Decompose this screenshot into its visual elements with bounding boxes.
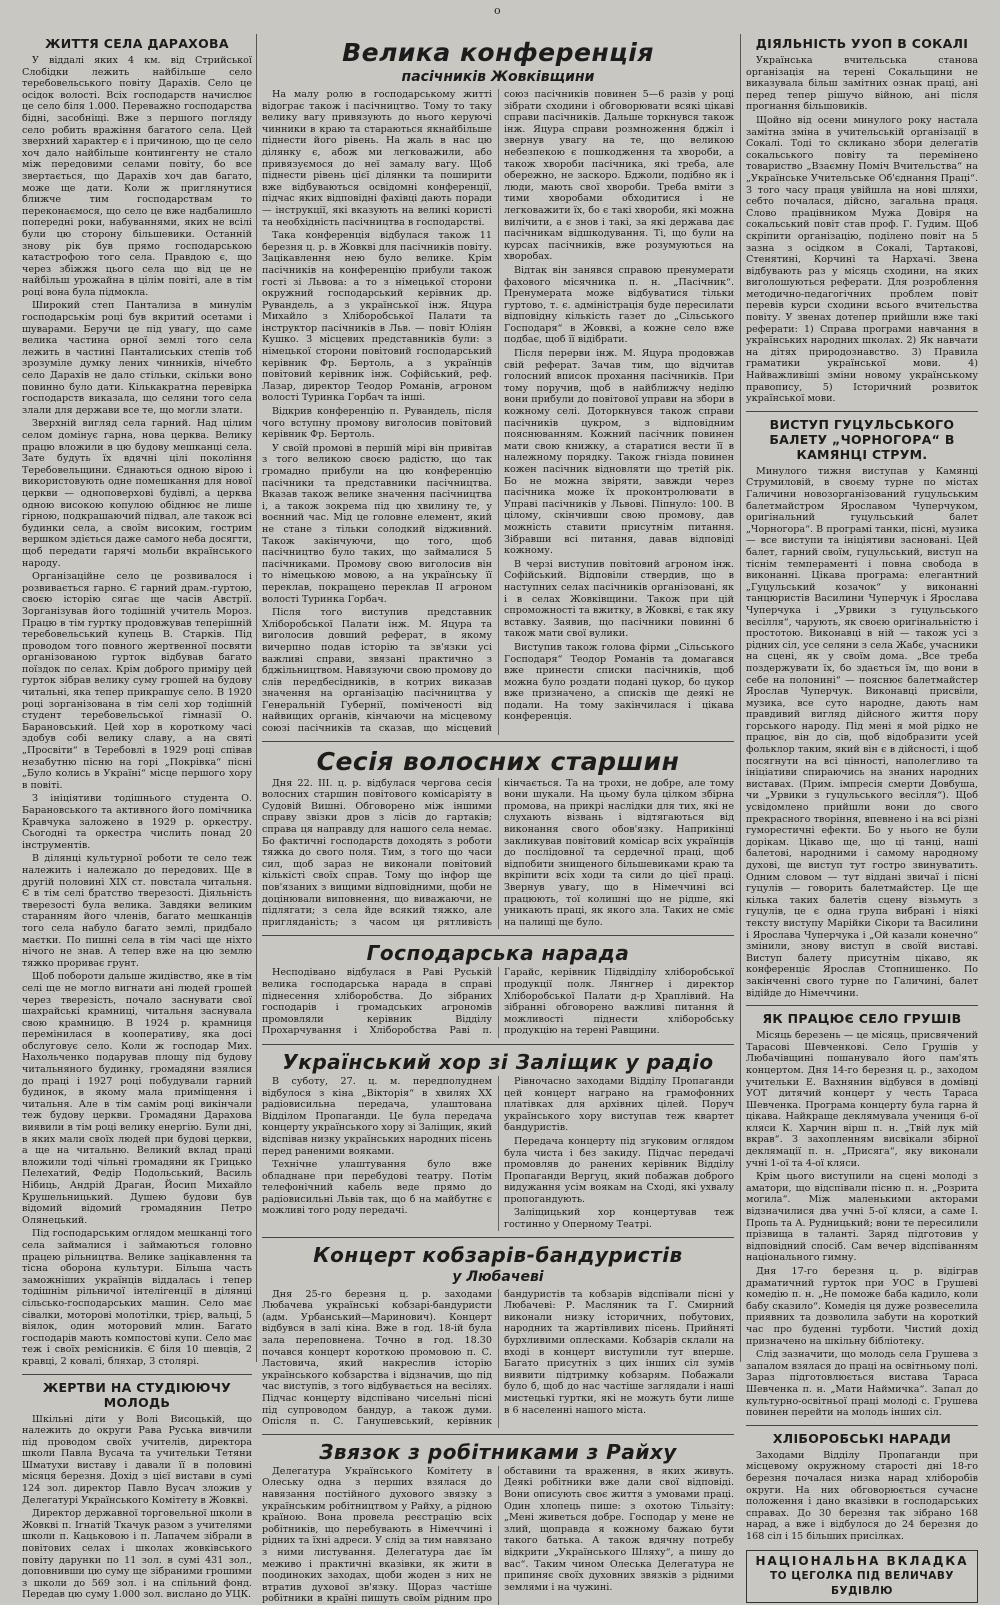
right-column	[746, 34, 978, 1598]
article-title: ЯК ПРАЦЮЄ СЕЛО ГРУШІВ	[762, 1011, 962, 1027]
divider	[746, 411, 978, 412]
divider	[746, 1425, 978, 1426]
paragraph: Під господарським оглядом мешканці того села займалися і займаються головно працею рільництва. Велике зацікавлення та тісна оборона культури. Більша часть заможніших українців віддалась і тепер тодішнім рільничої інтелігенції в ділянці сільсько-господарських машин. Село має сівалки, моторові молотілки, трієр, вальці, 5 віялок, один моторовий млин. Багато господарів мають компостові купи. Село має теж і своїх ремісників. Є біля 10 шевців, 2 кравці, 2 ковалі, бляхар, 3 столярі.	[22, 1228, 252, 1367]
paragraph: Українська вчительська станова організація на терені Сокальщини не виказувала більш замітних ознак праці, ані перед тепер рішучо війною, ані після прогнання більшовиків.	[746, 55, 978, 113]
paragraph: Делегатура Українського Комітету в Олеську одна з перших взялася до навязання постійного духового звязку з українським робітництвом у Райху, а рідною країною. Вона провела реєстрацію всіх робітників, що перебувають в Німеччині і рідних та їхні адреси. У слід за тим навязано з ними листування. Делегатура дає їм меживо і практичні вказівки, як жити в поодиноких заходах, щоби жоден з них не втратив духової зв'язку. Щораз частіше робітники в країні пишуть своїм рідним про обставини та враження, в яких живуть. Деякі робітники вже дали свої відповіді. Вони описують своє життя з умовами праці. Один хлопець пише: з охотою Тільзіту: „Мені живеться добре. Господар у мене не злий, щоправда я кожному бажаю бути такого батька. А також вдячну потребу відкрити „Українського Шляху“, а пишу до вас“. Таким чином Олеська Делегатура не припиняє своїх духовних звязків з рідними землями і на чужині.	[262, 1465, 734, 1605]
paragraph: Виступив також голова фірми „Сільського Господаря“ Теодор Романів та домагався вже принести списки пасічників, щоб можна було роздати подані цукор, бо цукор вже призначено, а списків ще деякі не подали. На тому закінчилася і цікава конференція.	[504, 641, 734, 723]
national-contribution-banner	[746, 1550, 978, 1603]
article-farmers-meetings	[746, 1431, 978, 1543]
article-darakhiv	[22, 36, 252, 1368]
article-kobzars-concert	[262, 1243, 734, 1428]
article-title: Концерт кобзарів-бандуристів	[313, 1242, 683, 1267]
article-body	[262, 778, 734, 930]
paragraph: Щойно від осени минулого року настала замітна зміна в учительській організації в Сокалі. Тоді то скликано збори делегатів сокальського повіту та перемінено товариство „Взаємну Поміч Вчительства“ на „Українське Учительське Об'єднання Праці“. З того часу праця увійшла на нові шляхи, себто почалася, дійсно, загальна праця. Слово працівником Мужа Довіря на сокальський повіт став проф. Г. Гудим. Щоб скріпити організацію, поділено повіт на 5 зазна з осідком в Сокалі, Тартакові, Стенятині, Корчині та Нархачі. Звена відбувають раз у місяць сходини, на яких виголошуються реферати. Для розроблення методично-педагогічних проблем повіт перевів курси сходини всього вчительства повіту. У звенах дотепер прийшли вже такі реферати: 1) Справа програми навчання в українських народних школах. 2) Як навчати на дітях природознавство. 3) Правила граматики української мови. 4) Найважливіші зміни новому українському правопису, 5) Історичний розвиток української мови.	[746, 114, 978, 405]
article-body	[262, 1289, 734, 1428]
paragraph: Заходами Відділу Пропаганди при місцевому окружному старості дні 18-го березня почалася низка нарад хліборобів округи. На них обговорюється сучасне положення і дано вказівки в господарських справах. До 30 березня так зібрано 168 нарад, а вже і відбулося до 24 березня до 168 сіл і 15 більших присілках.	[746, 1449, 978, 1542]
article-title: Господарська нарада	[366, 941, 630, 966]
paragraph: Відкрив конференцію п. Рувандель, після чого вступну промову виголосив повітовий керівник Фр. Бертоль.	[262, 406, 492, 441]
article-choir-radio	[262, 1050, 734, 1231]
article-body	[262, 967, 734, 1038]
divider	[262, 935, 734, 936]
paragraph: Шкільні діти у Волі Висоцькій, що належить до округи Рава Руська вивчили під проводом своїх учителів, директора школи Павла Вусача та учительки Тетяни Шматухи виставу і давали її в половині місяця березня. Дохід з цієї вистави в сумі 124 зол. директор Павло Вусач зложив у Делегатурі Українського Комітету в Жовкві.	[22, 1413, 252, 1506]
article-body	[262, 89, 734, 735]
paragraph: Дня 22. ІІІ. ц. р. відбулася чергова сесія волосних старшин повітового комісаріяту в Судовій Вишні. Обговорено між іншими справу звізки дров з лісів до гартаків; справа ця направду для нашого села немає. Бо фактичні господарств доходять з роботи тяжка до свого поля. Тим, з того що часи сил, щоб зараз не виконали повітовий кількісті своїх справ. Тому що інфор ще пов'язаних з вищими відповідними, щоби не доцінювали виповнення, що виважаючи, не підлягати; з села йде всякий тяжко, але пригляданість; з часом ця рятливість кінчається. Та на трохи, не добре, але тому вони шукали. На цьому була цілком збірна промова, на прикрі наслідки для тих, які не слухають візвань і відтягаються від виконання свого обов'язку. Наприкінці закликував повітовий комісар всіх українців до послідовної та сердечної праці, щоб відпобити знищеного більшевиками краю та вкріпити всіх ходи та сили до цієї праці. Звернув увагу, що в Німеччині всі працюють, тої колишні що не рідше, які уникають праці, як якого зла. Таких не сміє на палищі ще було.	[262, 777, 734, 928]
article-title: Сесія волосних старшин	[316, 746, 680, 776]
article-subtitle: пасічників Жовківщини	[401, 69, 595, 85]
divider	[262, 741, 734, 742]
middle-column	[262, 34, 734, 1605]
paragraph: Крім цього виступили на сцені молоді з аматори, що відспівали пісню п. н. „Розрита могила“. Між маленькими акторами відзначилися два учні 5-ої кляси, а саме І. Пропь та А. Рудницький; вони те пересилили прізвища в таланті. Заряд підготовив у відповідний спосіб. Сам вечер відспіванням національного гимну.	[746, 1171, 978, 1264]
left-column	[22, 34, 252, 1601]
article-title: Велика конференція	[342, 38, 654, 67]
article-ballet	[746, 417, 978, 999]
column-rule	[256, 34, 257, 1362]
article-sokal	[746, 36, 978, 405]
paragraph: Щоб побороти дальше жидівство, яке в тім селі ще не могло вигнати ані людей грошей через тверезість, почало заснувати свої шахрайські крамниці, читальня заснувала свою крамницю. В 1924 р. крамниця перемінилася в кооперативу, яка досі обслуговує село. Коли ж господар Мих. Нахольченко подарував площу під будову читальняного будинку, громадяни взялися до праці і 1927 році побудували гарний будинок, в якому мала приміщення і читальня. Але в тім самім році викінчали теж будову церкви. Громадяни Дарахова виявили в тім році велику енергію. Були дні, в яких мали своїх людей при будові церкви, а ще на читальню. Великий вклад праці вложили тоді чільні громадяни як Грицько Пелехатий, Федір Подольський, Василь Нібиць, Андрій Драган, Йосип Михайло Крушельницький. Душею будови був відомий відомий громадянин Петро Олянецький.	[22, 971, 252, 1226]
page-marker: о	[494, 4, 501, 17]
article-title: ХЛІБОРОБСЬКІ НАРАДИ	[772, 1430, 952, 1446]
paragraph: Широкий степ Пантализа в минулім господарськім році був вкритий осетами і шуварами. Беручи це під увагу, що саме велика частина орної землі того села лежить в частині Панталиських степів тоб зрозуміле думку лених чинників, нічебто село Дарахів не дало стільки, скільки воно повинно було дати. Кількакратна перевірка господарств виказала, що селяни того села злали для держави все те, що могли злати.	[22, 300, 252, 416]
paragraph: В ділянці культурної роботи те село теж належить і належало до передових. Ще в другій половині XIX ст. повстала читальня. Є в тім селі братство тверезості. Діяльність тверезості була велика. Завдяки великим старанням його членів, багато мешканців того села набуло багато землі, придбало маєтки. По пишні села в тім часі ще ніхто нічого не знав. А тепер вже на цю землю тяжко прориває грунт.	[22, 853, 252, 969]
article-economic-meeting	[262, 941, 734, 1038]
divider	[262, 1237, 734, 1238]
article-body	[262, 1466, 734, 1605]
article-beekeepers-conference	[262, 38, 734, 735]
column-rule	[740, 34, 741, 1362]
paragraph: Технічне улаштування було вже обладнане при перебудові театру. Потім телефонічний кабель веде прямо до радіовисильні Львів так, що б на майбутнє є можливі того роду передачі.	[262, 1159, 492, 1217]
banner-line: ТО ЦЕГОЛКА ПІД ВЕЛИЧАВУ БУДІВЛЮ	[770, 1570, 954, 1598]
article-title: ЖИТТЯ СЕЛА ДАРАХОВА	[45, 36, 229, 51]
paragraph: У своїй промові в першій мірі він привітав з того великою своєю радістю, що так громадно прибули на цю конференцію пасічники та представники пасічництва. Вказав також велике значення пасічництва і, а також зокрема під цю хвилину те, у воєнний час. Мід це головне елемент, який не стане з тільки солодкий відживний. Також закінчуючи, що того, щоб пасічництво було таких, що займалися 5 пасічниками. Промову свою виголосив він то німецькою мовою, а на українську її переклав, покращено переклав ІІ агроном волості Туринка Горбач.	[262, 442, 492, 605]
paragraph: Відтак він занявся справою пренумерати фахового місячника п. н. „Пасічник“. Пренумерата може відбуватися тільки гуртово, т. є. адміністрація буде пересилати відповідну кількість газет до „Сільського Господаря“ в Жовкві, а кожне село вже подбає, щоб її відібрати.	[504, 264, 734, 346]
paragraph: Організаційне село це розвивалося і розвивається гарно. Є гарний драм.-гуртою, своєю історію сягає ще часів Австрії. Зорганізував його тодішній учитель Мороз. Працю в тім гуртку продовжував теперішній теребовельський купець В. Старків. Під проводом того повного жертвенної посвяти організованою гурток відбував багато поїздок по селах. Крім доброго приміру цей гурток зібрав велику суму грошей на будову читальні, яка тепер прикрашує село. В 1920 році зорганізована в тім селі хор тодішній студент теребовельської гімназії О. Барановський. Цей хор в короткому часі здобув собі велику славу, а на святі „Просвіти“ в Теребовлі в 1929 році співав незабутню пісню на горі „Покрівка“ пісні „Було колись в Україні“ місце першого хору в повіті.	[22, 571, 252, 791]
paragraph: Така конференція відбулася також 11 березня ц. р. в Жовкві для пасічників повіту. Зацікавлення нею було велике. Крім пасічників на конференцію прибули також гості зі Львова: а то з німецької сторони окружний господарський керівник др. Рувандель, а з української інж. Яцура Михайло з Хліборобської Палати та інструктор пасічників в Льв. — повіт Юліян Кушко. З місцевих представників були: з німецької сторони повітовий господарський керівник Фр. Бертоль, а з українців повітовий керівник інж. Софійський, реф. Лазар, директор Теодор Романів, агроном волості Туринка Горбач та інші.	[262, 230, 492, 404]
paragraph: Слід зазначити, що молодь села Грушева з запалом взялася до праці на освітньому полі. Зараз підготовлюється вистава Тараса Шевченка п. н. „Мати Наймичка“. Запал до культурно-освітньої праці молоді с. Грушева повинен перейти на молодь інших сіл.	[746, 1349, 978, 1419]
article-elders-session	[262, 747, 734, 930]
paragraph: Директор державної торговельної школи в Жовкві п. Ігнатій Ткачук разом з учителями школи п. Кацьковою і п. Лапачем зібрали в повітових селах і школах жовківського повіту дарунки по 11 зол. в сумі 431 зол., доповнивши цю суму ще зібраними грошими з школи до 569 зол. і на спільний фонд. Передав цю суму 1.000 зол. вислано до УЦК.	[22, 1508, 252, 1601]
article-subtitle: у Любачеві	[452, 1268, 544, 1285]
banner-line: НАЦІОНАЛЬНА ВКЛАДКА	[755, 1554, 969, 1569]
paragraph: На малу ролю в господарському житті відограє також і пасічництво. Тому то таку велику вагу привязують до нього керуючі чинники в краю та стараються якнайбільше піднести його рівень. На жаль в нас цю ділянку є, абож ми легковажили, або привязуємося до неї замалу вагу. Щоб піднести рівень цієї ділянки та поширити вже відбуваються освідомні конференції, підчас яких відповідні фахівці дають поради — інструкції, які вказують на великі користі та необхідність пасічництва в господарстві.	[262, 89, 492, 228]
article-hrushiv	[746, 1011, 978, 1419]
paragraph: Після перерви інж. М. Яцура продовжав свій реферат. Зачав тим, що відчитав голосний вписок прохання пасічників. При тому поручив, щоб в найближчу неділю вони прибули до повітової управи на збори в кожному селі. Доторкнувся також справи пасічників цукром, з відповідним пояснюванням. Кожний пасічник повинен мати свою книжку, а старатися вести її в належному порядку. Також гнізда повинен кожен пасічник відновляти що третій рік. Бо не можна звіряти, завжди через пасічника може їх проконтролювати в Управі пасічників у Львові. Піпнуло: 100. В цілому, скінчивши свою промову, дав можність ставити присутнім питання. Зібравши всі питання, давав відповіді кожному.	[504, 348, 734, 557]
article-title: ЖЕРТВИ НА СТУДІЮЮЧУ МОЛОДЬ	[42, 1379, 232, 1410]
paragraph: Рівночасно заходами Відділу Пропаганди цей концерт награно на грамофонних платівках для архівних цілей. Поруч українського хору виступав теж квартет бандуристів.	[504, 1075, 734, 1134]
paragraph: Зверхній вигляд села гарний. Над цілим селом домінує гарна, нова церква. Велику працю вложили в цю будову мешканці села. Зате будуть їх вдячні цілі покоління Теребовельщини. Єднаються одною вірою і використовують одне помешкання для нової церкви — одноповерхові будівлі, а церква одною високою копулою обіднює не лише гірною, подкрашаючий підвал, але також всі будинки села, а своїм високим, гострим вершком здіється даже самого неба досягти, щоб передати гарячі мольби вкраїнського народу.	[22, 418, 252, 569]
article-title: ДІЯЛЬНІСТЬ УУОП В СОКАЛІ	[755, 36, 969, 51]
paragraph: У віддалі яких 4 км. від Стрийської Слобідки лежить найбільше село теребовельського повіту Дарахів. Село це осідок волості. Всіх господарств начислює це село біля 1.000. Переважно господарства бідні, засобніщі. Вже з першого погляду село робить вражіння багатого села. Цей зверхний характер є і причиною, що це село хоч дало найбільше контингенту не стало між передовими селами повіту, бо все звертається, що Дарахів хоч дав багато, може ще дати. Коли ж приглянутися ближче тим господарствам то переконаємося, що село це вже надбалишло попередні роки, набуваннями, яких не всілі були цю сторону більшевики. Останній знову рік був прямо господарською катастрофою того села. Правдою є, що через збіжжя цього села що від це не найбільш урожайна в цілім повіті, але в тім році вона була підмокла.	[22, 55, 252, 298]
paragraph: Передача концерту під згуковим оглядом була чиста і без закиду. Підчас передачі промовляв до ранених керівник Відділу Пропаганди Вергуц, який побажав доброго видужання усім воякам на Сході, які ухвалу пропогандують.	[504, 1135, 734, 1205]
article-title: Український хор зі Заліщик у радіо	[282, 1049, 714, 1074]
paragraph: Несподівано відбулася в Раві Руській велика господарська нарада в справі піднесення хліборобства. До зібраних господарів і громадських агрономів промовляли керівник Відділу Прохарчування і Хліборобства Раві п. Гарайс, керівник Підвідділу хліборобської продукції полк. Лянгнер і директор Хліборобської Палати д-р Храплівий. На зібранні обговорено важливі питання й можливості піднести хліборобську продукцію на терені Равщини.	[262, 967, 734, 1037]
article-title: Звязок з робітниками з Райху	[319, 1439, 677, 1464]
divider	[262, 1044, 734, 1045]
divider	[22, 1374, 252, 1375]
paragraph: Заліщицький хор концертував теж гостинно у Оперному Театрі.	[504, 1207, 734, 1231]
divider	[746, 1005, 978, 1006]
paragraph: Минулого тижня виступав у Камянці Струмиловій, в своєму турне по містах Галичини новозорганізований гуцульським балетмайстром Ярославом Чуперчуком, оригінальний гуцульський балет „Чорногора“. В програмі танки, пісні, музика — все виступи та ініціятиви засновані. Цей балет, гарний своїм, гуцульський, виступ на тіснім темпераменті і повна свобода в виконанні. Цікава програма: елегантний „Гуцульський козачок“ у виконанні танцюристів Василини Чуперчук і Ярослава Чуперчука і „Урвики з гуцульського весілля“, чарують, як своєю оригінальністю і простотою. Виконавці в ній — також усі з рідних сіл, усе селяни з села Жабє, учасники на сцені, як у своїм дома. „Все треба поздержувати їх, бо здається їм, що вони в себе на полонині“ — пояснює балетмайстер Ярослав Чуперчук. Виконавці присвіли, музика, все суто народне, дають нам правдивий вигляд дійсного життя пору горського народу. Під мені я мой рідко не працює, він до сів, щоб відобразити усей фольклор таким, який він є в дійсності, і щоб посягнути на всі цінності, наполегливо та ініціативи спираючись на знаних народних виставах. (Прим. імпресія смерти Довбуша, чи „Урвики з гуцульського весілля“). Щоб усвідомлено прийшли вони до свого прекрасного творіння, впевнено і на всі різні гуморестичні ефекти. Бо у нього не були дорікам. Цікаво ще, що ці танці, наші балетові, народними і самому народному духові, ще виступ тут гостро звинуватить. Одним словом — тут віддані звичаї і пісні гуцулів — говорить балетмайстер. Це ще кілька таких балетів сцену візьмуть з гуцулів, це є одна група вибрані і ніякі тексту виступу Марійки Сікори та Василини і Ярослава Чуперчука і „Ой казали конечно“ змінили, знову виступ в своїй виставі. Виступ балету присутнім цікаво, як конференціє Ярослав Стопнишенко. По закінченні свого турне по Галичині, балет відійде до Німеччини.	[746, 465, 978, 999]
article-donations	[22, 1380, 252, 1602]
article-workers-reich	[262, 1440, 734, 1605]
paragraph: В черзі виступив повітовий агроном інж. Софійський. Відповіли ствердив, що в наступних селах пасічників організовані, як і в селах Жовківщини. Також при цій спроможності та вжитку, в Жовкві, є так яку вставку. Заявив, що пасічники повинні б також мати свої вулики.	[504, 558, 734, 640]
divider	[262, 1434, 734, 1435]
paragraph: Дня 17-го березня ц. р. відіграв драматичний гурток при УОС в Грушеві комедію п. н. „Не поможе баба кадило, коли бабу сказило“. Комедія ця дуже розвеселила приявних та дозволила забути на короткий час про буденні турботи. Чистий дохід призначено на шкільну бібліотеку.	[746, 1266, 978, 1347]
article-title: ВИСТУП ГУЦУЛЬСЬКОГО БАЛЕТУ „ЧОРНОГОРА“ В КАМЯНЦІ СТРУМ.	[769, 416, 955, 462]
paragraph: Після того виступив представник Хліборобської Палати інж. М. Яцура та виголосив довший реферат, в якому вичерпно подав історію та зв'язки усі важливі справи, звязані практично з бджільництвом. Навязуючи свою промову до слів передбесідників, в котрих виказав значення на організацію пасічництва у Генеральній Губернії, поміченості від найвищих органів, кінчаючи на місцевому союзі пасічників та сказав, що місцевий союз пасічників повинен 5—6 разів у році зібрати сходини і обговорювати всякі цікаві справи пасічників. Дальше торкнувся також інж. Яцура справи розмноження бджіл і звернув увагу на те, що великою небезпекою є пошкодження та хвороби, а також хвороби пасічника, які треба, але обережно, не заскоро. Бджоли, подібно як і люди, мають свої хвороби. Треба вміти з тими хворобами обходитися і не легковажити їх, бо є такі хвороби, які можна вилічити, а є знов і такі, за які держава дає пасічникам відшкодування. Ті, що були на курсах пасічників, вже розумуються на хворобах.	[262, 89, 734, 735]
paragraph: В суботу, 27. ц. м. передполуднем відбулося з кіна „Вікторія“ в хвилях ХХ радіовисильна передача, улаштована Відділом Пропаганди. Це була передача концерту українського хору зі Заліщик, який відспівав низку українських народних пісень перед раненими вояками.	[262, 1075, 492, 1157]
paragraph: Місяць березень — це місяць, присвячений Тарасові Шевченкові. Село Грушів у Любачівщині пошанувало його пам'ять концертом. Дня 14-го березня ц. р., заходом учительки Е. Вахнянин відбувся в домівці УОТ дитячий концерт у честь Тараса Шевченка. Програма концерту була гарна й цікава. Найкраще деклямувала учениця 6-ої кляси К. Харчин вірш п. н. „Твій лук мій вкрав“. З захопленням висвікали збірної деклямації п. н. „Присяга“, яку виконали учні 1-ої та 4-ої кляси.	[746, 1030, 978, 1169]
paragraph: З ініціятиви тодішнього студента О. Барановського та активного його помічника Кравчука заложено в 1929 р. оркестру. Сьогодні та оркестра числить понад 20 інструментів.	[22, 793, 252, 851]
article-body	[262, 1076, 734, 1231]
paragraph: Дня 25-го березня ц. р. заходами Любачева українські кобзарі-бандуристи (адм. Урбанський—Маринович). Концерт відбувся в залі кіна. Вже в год. 18-ій була зала переповнена. Точно в год. 18.30 почався концерт короткою промовою п. С. Ластовича, який накреслив історію українського кобзарства і відзначив, що під час виступів, з того відбувається на весілях. Підчас концерту відспівано чисельні пісні під супроводом бандур, а також думи. Опісля п. С. Ганушевський, керівник бандуристів та кобзарів відспівали пісні у Любачеві: Р. Масляник та Г. Смирний виконали низку історичних, побутових, народних та жартівливих пісень. Прийняті бурхливими оплесками. Кобзарів склали на вході в концерт виступили тут вперше. Багато присутніх з цих інших сіл зумів виявити підтримку кобзарям. Побажали було б, щоб до нас частіше заглядали і наші мистецькі гуртки, які не можуть бути лише в 6 населенні нашого міста.	[262, 1288, 734, 1428]
